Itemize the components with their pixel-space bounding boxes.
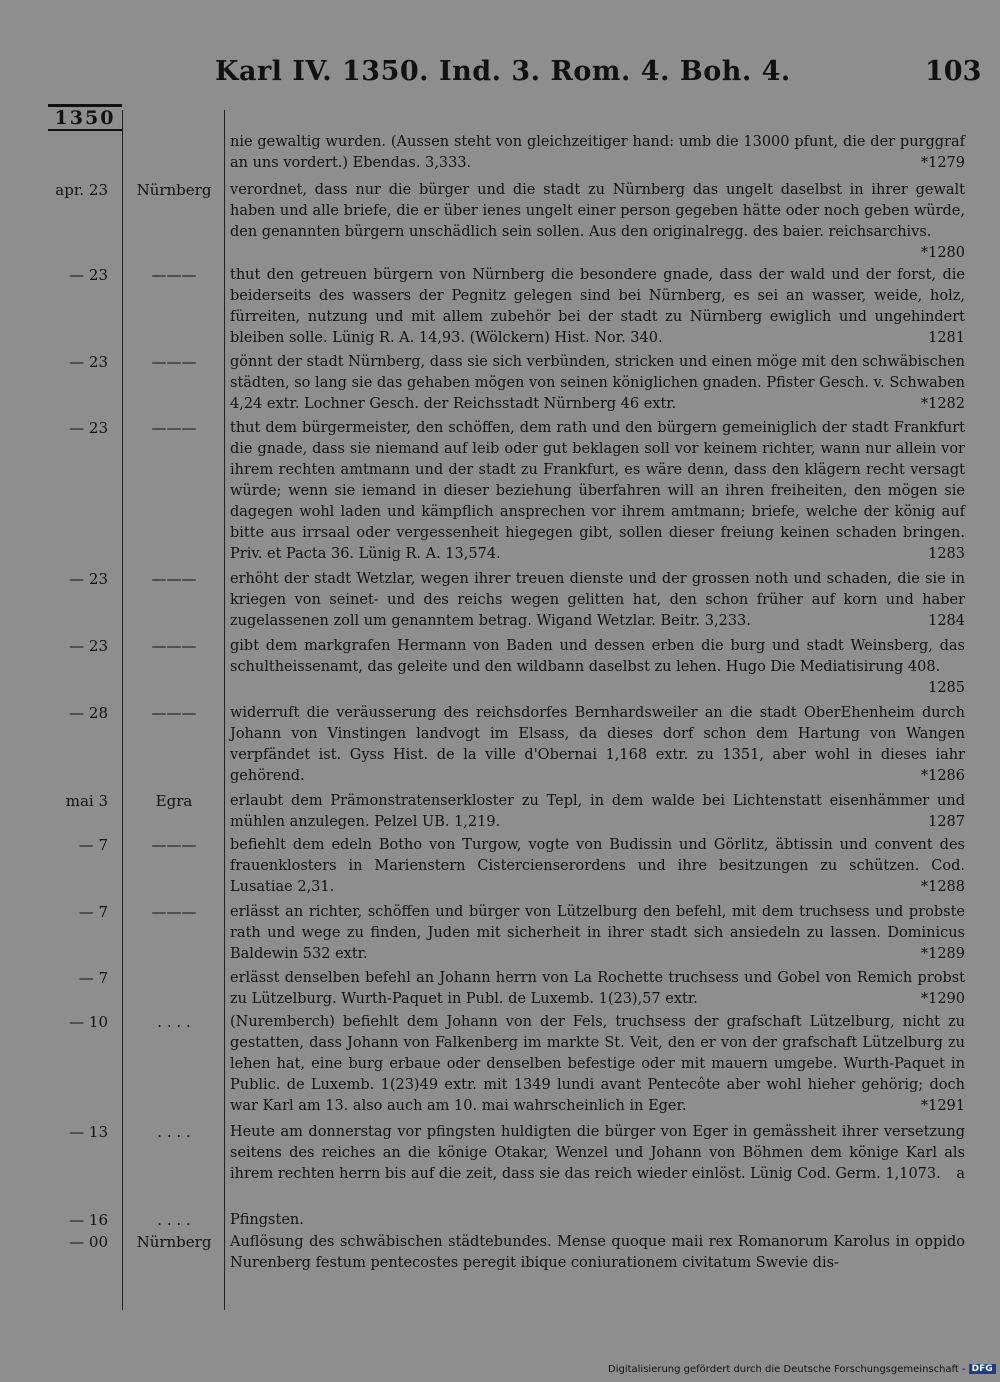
entry-number: *1286	[920, 768, 965, 784]
entry-date: — 23	[69, 353, 108, 371]
entry-text	[230, 418, 965, 565]
entry-text	[230, 791, 965, 833]
column-divider-place	[224, 110, 225, 1310]
entry-body: Auflösung des schwäbischen städtebundes. Mense quoque maii rex Romanorum Karolus in oppido Nurenberg festum pentecostes peregit ibique coniurationem civitatum Swevie dis-	[230, 1234, 965, 1271]
entry-place: Nürnberg	[136, 181, 212, 199]
entry-text	[230, 1012, 965, 1117]
entry-date: mai 3	[65, 792, 108, 810]
entry-text	[230, 569, 965, 632]
entry-body: widerruft die veräusserung des reichsdorfes Bernhardsweiler an die stadt OberEhenheim durch Johann von Vinstingen landvogt im Elsass, da dieses dorf schon dem Hartung von Wangen verpfändet ist. Gyss Hist. de la ville d'Obernai 1,168 extr. zu 1351, aber wohl in dieses iahr gehörend.	[230, 705, 965, 784]
entry-text	[230, 132, 965, 174]
entry-number: 1283	[928, 546, 965, 562]
running-title: Karl IV. 1350. Ind. 3. Rom. 4. Boh. 4.	[215, 56, 791, 87]
year-label: 1350	[48, 104, 122, 131]
entry-text	[230, 703, 965, 787]
entry-date: — 23	[69, 637, 108, 655]
entry-place: ———	[151, 704, 197, 722]
entry-number: *1279	[920, 155, 965, 171]
entry-place: ———	[151, 419, 197, 437]
entry-date: — 7	[78, 969, 108, 987]
entry-text	[230, 968, 965, 1010]
entry-number: *1291	[920, 1098, 965, 1114]
entry-text	[230, 1210, 965, 1231]
dfg-logo: DFG	[969, 1364, 996, 1374]
entry-number: 1287	[928, 814, 965, 830]
entry-body: verordnet, dass nur die bürger und die stadt zu Nürnberg das ungelt daselbst in ihrer gewalt haben und alle briefe, die er über ienes ungelt einer person gegeben hätte oder noch geben würde, den genannten bürgern unschädlich sein sollen. Aus den originalregg. des baier. reichsarchivs.	[230, 182, 965, 240]
entry-number: *1289	[920, 946, 965, 962]
entry-place: Nürnberg	[136, 1233, 212, 1251]
page-number: 103	[925, 56, 982, 87]
entry-body: Pfingsten.	[230, 1212, 304, 1228]
entry-body: erhöht der stadt Wetzlar, wegen ihrer treuen dienste und der grossen noth und schaden, die sie in kriegen von seinet- und des reichs wegen gelitten hat, den schon früher auf korn und haber zugelassenen zoll um genanntem betrag. Wigand Wetzlar. Beitr. 3,233.	[230, 571, 965, 629]
entry-text	[230, 636, 965, 699]
entry-text	[230, 1232, 965, 1274]
footer	[608, 1364, 996, 1375]
entry-body: erlässt an richter, schöffen und bürger von Lützelburg den befehl, mit dem truchsess und probste rath und wege zu finden, Juden mit sicherheit in ihrer stadt sich ansiedeln zu lassen. Dominicus Baldewin 532 extr.	[230, 904, 965, 962]
entry-date: — 13	[69, 1123, 108, 1141]
entry-body: thut den getreuen bürgern von Nürnberg die besondere gnade, dass der wald und der forst, die beiderseits des wassers der Pegnitz gelegen sind bei Nürnberg, es sei an wasser, weide, holz, fürreiten, nutzung und mit allem zubehör bei der stadt zu Nürnberg ewiglich und ungehindert bleiben solle. Lünig R. A. 14,93. (Wölckern) Hist. Nor. 340.	[230, 267, 965, 346]
entry-body: (Nuremberch) befiehlt dem Johann von der Fels, truchsess der grafschaft Lützelburg, nicht zu gestatten, dass Johann von Falkenberg im markte St. Veit, den er von der grafschaft Lützelburg zu lehen hat, eine burg erbaue oder denselben befestige oder mit mauern umgebe. Wurth-Paquet in Public. de Luxemb. 1(23)49 extr. mit 1349 lundi avant Pentecôte aber wohl hieher gehörig; doch war Karl am 13. also auch am 10. mai wahrscheinlich in Eger.	[230, 1014, 965, 1114]
entry-body: erlaubt dem Prämonstratenserkloster zu Tepl, in dem walde bei Lichtenstatt eisenhämmer und mühlen anzulegen. Pelzel UB. 1,219.	[230, 793, 965, 830]
entry-body: thut dem bürgermeister, den schöffen, dem rath und den bürgern gemeiniglich der stadt Frankfurt die gnade, dass sie niemand auf leib oder gut beklagen soll vor keinem richter, wann nur allein vor ihrem rechten amtmann und der stadt zu Frankfurt, es wäre denn, dass den klägern recht versagt würde; wenn sie iemand in dieser beziehung überfahren will an ihren freiheiten, den mögen sie dagegen wohl laden und kämpflich ansprechen vor ihrem amtmann; briefe, welche der könig auf bitte aus irrsaal oder vergessenheit hiegegen gibt, sollen dieser freiung keinen schaden bringen. Priv. et Pacta 36. Lünig R. A. 13,574.	[230, 420, 965, 562]
entry-body: gönnt der stadt Nürnberg, dass sie sich verbünden, stricken und einen möge mit den schwäbischen städten, so lang sie das gehaben mögen von seinen königlichen gnaden. Pfister Gesch. v. Schwaben 4,24 extr. Lochner Gesch. der Reichsstadt Nürnberg 46 extr.	[230, 354, 965, 412]
entry-number: *1282	[920, 396, 965, 412]
entry-date: — 23	[69, 419, 108, 437]
entry-place: ———	[151, 266, 197, 284]
entry-date: — 7	[78, 836, 108, 854]
entry-place: . . . .	[157, 1123, 191, 1141]
page-header	[0, 56, 1000, 92]
column-divider-date	[122, 110, 123, 1310]
entry-date: apr. 23	[55, 181, 108, 199]
entry-date: — 7	[78, 903, 108, 921]
entry-body: nie gewaltig wurden. (Aussen steht von gleichzeitiger hand: umb die 13000 pfunt, die der purggraf an uns vordert.) Ebendas. 3,333.	[230, 134, 965, 171]
entry-date: — 16	[69, 1211, 108, 1229]
entry-number: *1280	[920, 245, 965, 261]
entry-date: — 23	[69, 570, 108, 588]
entry-date: — 10	[69, 1013, 108, 1031]
entry-date: — 23	[69, 266, 108, 284]
entry-number: 1285	[928, 680, 965, 696]
entry-body: befiehlt dem edeln Botho von Turgow, vogte von Budissin und Görlitz, äbtissin und convent des frauenklosters in Marienstern Cistercienserordens und ihre besitzungen zu schützen. Cod. Lusatiae 2,31.	[230, 837, 965, 895]
entry-number: 1284	[928, 613, 965, 629]
entry-body: gibt dem markgrafen Hermann von Baden und dessen erben die burg und stadt Weinsberg, das schultheissenamt, das geleite und den wildbann daselbst zu lehen. Hugo Die Mediatisirung 408.	[230, 638, 965, 675]
entry-place: ———	[151, 836, 197, 854]
entry-number: *1288	[920, 879, 965, 895]
entry-place: . . . .	[157, 1211, 191, 1229]
entry-date: — 00	[69, 1233, 108, 1251]
entry-text	[230, 352, 965, 415]
entry-text	[230, 902, 965, 965]
entry-date: — 28	[69, 704, 108, 722]
entry-text	[230, 1122, 965, 1185]
entry-place: ———	[151, 637, 197, 655]
entry-text	[230, 835, 965, 898]
entry-text	[230, 265, 965, 349]
entry-place: Egra	[155, 792, 193, 810]
entry-number: 1281	[928, 330, 965, 346]
entry-place: ———	[151, 903, 197, 921]
entry-body: erlässt denselben befehl an Johann herrn von La Rochette truchsess und Gobel von Remich probst zu Lützelburg. Wurth-Paquet in Publ. de Luxemb. 1(23),57 extr.	[230, 970, 965, 1007]
entry-place: . . . .	[157, 1013, 191, 1031]
entry-place: ———	[151, 570, 197, 588]
entry-number: *1290	[920, 991, 965, 1007]
footer-text: Digitalisierung gefördert durch die Deutsche Forschungsgemeinschaft -	[608, 1364, 966, 1375]
entry-text	[230, 180, 965, 264]
entry-number: a	[956, 1166, 965, 1182]
entry-place: ———	[151, 353, 197, 371]
entry-body: Heute am donnerstag vor pfingsten huldigten die bürger von Eger in gemässheit ihrer versetzung seitens des reiches an die könige Otakar, Wenzel und Johann von Böhmen dem könige Karl als ihrem rechten herrn bis auf die zeit, dass sie das reich wieder einlöst. Lünig Cod. Germ. 1,1073.	[230, 1124, 965, 1182]
